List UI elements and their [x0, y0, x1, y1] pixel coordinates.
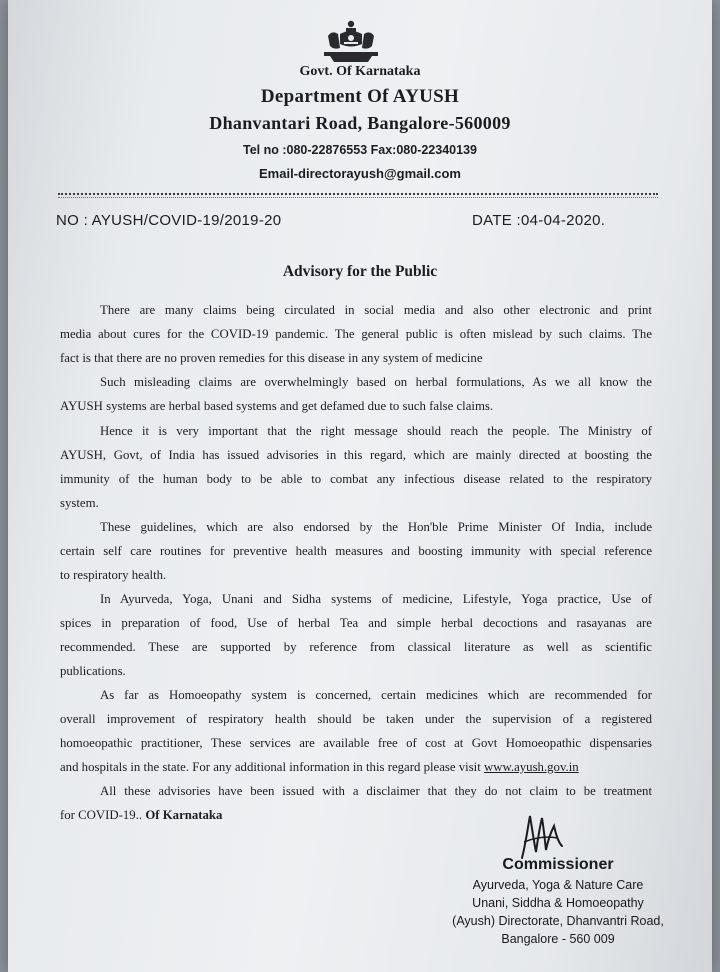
header-divider	[58, 193, 658, 195]
reference-date: DATE :04-04-2020.	[472, 212, 606, 229]
body-line: to respiratory health.	[60, 568, 167, 582]
signatory-title: Commissioner	[502, 856, 614, 873]
signatory-line: Unani, Siddha & Homoeopathy	[472, 896, 644, 910]
body-line: Such misleading claims are overwhelmingly based on herbal formulations, As we all know the	[100, 375, 652, 389]
contact-numbers: Tel no :080-22876553 Fax:080-22340139	[243, 143, 477, 157]
ayush-website-link[interactable]: www.ayush.gov.in	[484, 760, 579, 774]
karnataka-emblem-icon	[320, 18, 382, 64]
body-line: recommended. These are supported by reference from classical literature as well as scientific	[60, 640, 652, 654]
body-line: As far as Homoeopathy system is concerned, certain medicines which are recommended for	[100, 688, 652, 702]
department-name: Department Of AYUSH	[260, 86, 460, 107]
closing-bold-text: Of Karnataka	[145, 808, 223, 822]
body-line: All these advisories have been issued with a disclaimer that they do not claim to be treatment	[100, 784, 652, 798]
body-line: These guidelines, which are also endorsed by the Hon'ble Prime Minister Of India, include	[100, 520, 652, 534]
body-line: immunity of the human body to be able to combat any infectious disease related to the respiratory	[60, 472, 652, 486]
body-line: certain self care routines for preventive health measures and boosting immunity with special reference	[60, 544, 652, 558]
department-address: Dhanvantari Road, Bangalore-560009	[209, 113, 511, 133]
contact-email: Email-directorayush@gmail.com	[259, 166, 461, 181]
signatory-line: (Ayush) Directorate, Dhanvantri Road,	[452, 914, 664, 928]
body-line: AYUSH, Govt, of India has issued advisories in this regard, which are mainly directed at boosting the	[60, 448, 652, 462]
body-line: In Ayurveda, Yoga, Unani and Sidha systems of medicine, Lifestyle, Yoga practice, Use of	[100, 592, 652, 606]
signatory-line: Bangalore - 560 009	[501, 932, 615, 946]
body-line: There are many claims being circulated in social media and also other electronic and print	[100, 303, 652, 317]
body-line: publications.	[60, 664, 126, 678]
reference-number: NO : AYUSH/COVID-19/2019-20	[56, 212, 282, 229]
body-line: media about cures for the COVID-19 pandemic. The general public is often mislead by such claims. The	[60, 327, 652, 341]
govt-name: Govt. Of Karnataka	[299, 64, 421, 79]
header-divider-secondary	[58, 197, 658, 198]
body-line: homoeopathic practitioner, These services are available free of cost at Govt Homoeopathic dispensaries	[60, 736, 652, 750]
body-line-text: and hospitals in the state. For any additional information in this regard please visit	[60, 760, 481, 774]
advisory-letter	[8, 0, 712, 972]
body-line-text: for COVID-19..	[60, 808, 143, 822]
body-line: fact is that there are no proven remedies for this disease in any system of medicine	[60, 351, 483, 365]
signatory-line: Ayurveda, Yoga & Nature Care	[472, 878, 644, 892]
body-line	[60, 760, 652, 775]
body-line: AYUSH systems are herbal based systems and get defamed due to such false claims.	[60, 399, 494, 413]
body-line: Hence it is very important that the right message should reach the people. The Ministry of	[100, 424, 652, 438]
body-line: spices in preparation of food, Use of herbal Tea and simple herbal decoctions and rasayanas are	[60, 616, 652, 630]
advisory-title: Advisory for the Public	[282, 263, 438, 280]
body-line: system.	[60, 496, 99, 510]
body-line: overall improvement of respiratory health should be taken under the supervision of a registered	[60, 712, 652, 726]
